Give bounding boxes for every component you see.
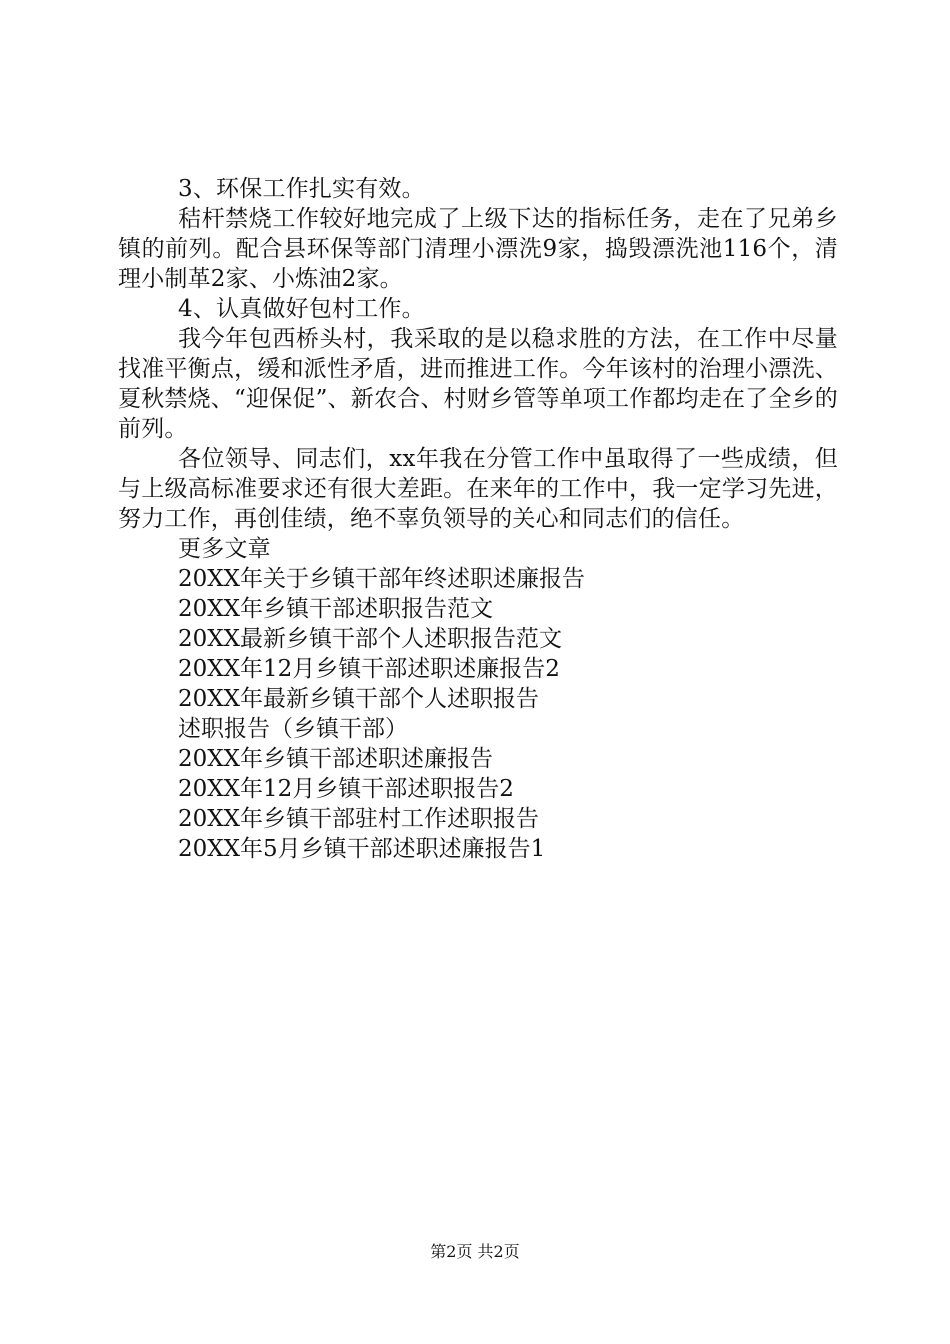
paragraph-closing: 各位领导、同志们，xx年我在分管工作中虽取得了一些成绩，但与上级高标准要求还有很大差距。在来年的工作中，我一定学习先进，努力工作，再创佳绩，绝不辜负领导的关心和同志们的信任。 — [118, 446, 838, 532]
article-link[interactable]: 20XX年12月乡镇干部述职报告2 — [178, 776, 514, 802]
article-link[interactable]: 20XX年5月乡镇干部述职述廉报告1 — [178, 836, 546, 862]
article-link[interactable]: 20XX最新乡镇干部个人述职报告范文 — [178, 626, 563, 652]
article-link[interactable]: 20XX年乡镇干部述职述廉报告 — [178, 746, 494, 772]
more-articles-list — [118, 564, 838, 864]
article-link[interactable]: 述职报告（乡镇干部） — [178, 716, 408, 742]
document-body — [118, 174, 838, 864]
article-link[interactable]: 20XX年最新乡镇干部个人述职报告 — [178, 686, 540, 712]
section-heading-environment: 3、环保工作扎实有效。 — [178, 176, 425, 202]
article-link[interactable]: 20XX年乡镇干部驻村工作述职报告 — [178, 806, 540, 832]
page-footer: 第2页 共2页 — [430, 1242, 520, 1261]
section-heading-village: 4、认真做好包村工作。 — [178, 296, 425, 322]
paragraph-village-work: 我今年包西桥头村，我采取的是以稳求胜的方法，在工作中尽量找准平衡点，缓和派性矛盾，进而推进工作。今年该村的治理小漂洗、夏秋禁烧、“迎保促”、新农合、村财乡管等单项工作都均走在了全乡的前列。 — [118, 326, 838, 442]
article-link[interactable]: 20XX年关于乡镇干部年终述职述廉报告 — [178, 566, 586, 592]
article-link[interactable]: 20XX年乡镇干部述职报告范文 — [178, 596, 494, 622]
more-articles-heading: 更多文章 — [178, 536, 271, 562]
paragraph-straw-burning: 秸杆禁烧工作较好地完成了上级下达的指标任务，走在了兄弟乡镇的前列。配合县环保等部门清理小漂洗9家，捣毁漂洗池116个，清理小制革2家、小炼油2家。 — [118, 206, 838, 292]
article-link[interactable]: 20XX年12月乡镇干部述职述廉报告2 — [178, 656, 560, 682]
